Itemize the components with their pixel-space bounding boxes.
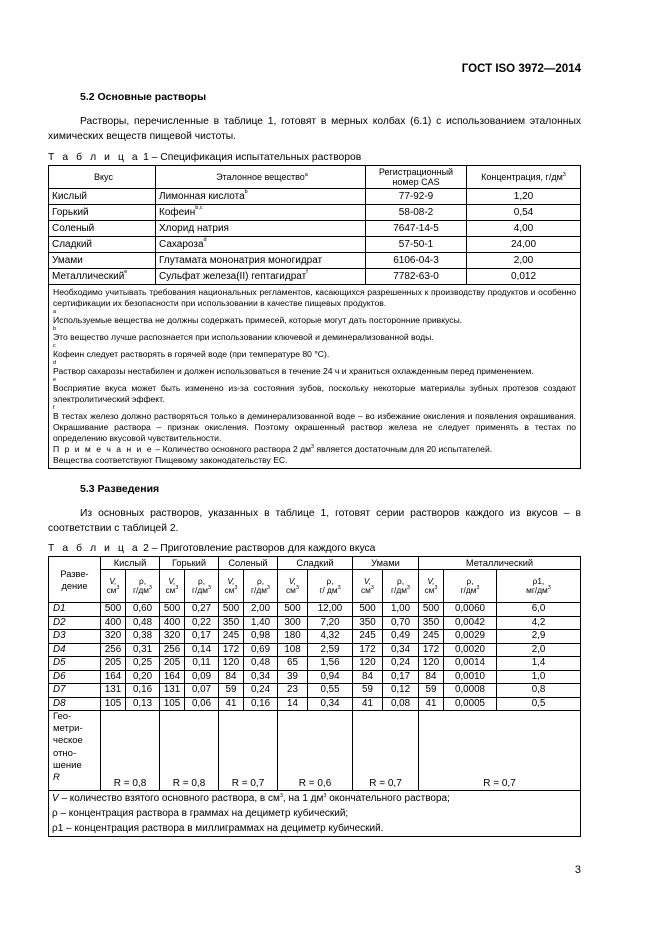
table-cell: 172 — [353, 643, 383, 657]
taste-cell: Сладкий — [49, 237, 156, 253]
primechanie-label: П р и м е ч а н и е — [53, 444, 154, 454]
ratio-cell: R = 0,6 — [278, 711, 353, 791]
table-cell: 7,20 — [308, 616, 353, 630]
table-cell: 172 — [419, 643, 444, 657]
table-cell: 300 — [278, 616, 308, 630]
table-row — [49, 205, 581, 221]
note-d: Раствор сахарозы нестабилен и должен использоваться в течение 24 ч и храниться охлажденным перед применением. — [53, 366, 534, 376]
table1-header-conc-text: Концентрация, г/дм — [481, 172, 563, 182]
table-cell: 164 — [160, 670, 185, 684]
table2-subheader-row — [49, 570, 581, 603]
exponent: 3 — [148, 585, 152, 591]
table1-notes — [49, 285, 581, 469]
table2-geo-row — [49, 711, 581, 791]
table-cell: 500 — [353, 603, 383, 617]
table-cell: 4,32 — [308, 630, 353, 644]
table-cell: 164 — [101, 670, 126, 684]
rho-unit: г/дм — [251, 585, 267, 595]
exponent: 3 — [547, 585, 551, 591]
taste-header: Кислый — [101, 557, 160, 570]
exponent: 3 — [337, 585, 341, 591]
table-cell: 400 — [101, 616, 126, 630]
rho1-unit: мг/дм — [526, 585, 548, 595]
v-symbol: V, — [363, 576, 372, 586]
rho-unit: г/ дм — [319, 585, 338, 595]
table-cell: 41 — [353, 697, 383, 711]
table-cell: 39 — [278, 670, 308, 684]
note-last: Вещества соответствуют Пищевому законодательству ЕС. — [53, 455, 288, 465]
table-cell: 0,55 — [308, 684, 353, 698]
table-cell: 205 — [160, 657, 185, 671]
exponent: 3 — [175, 585, 179, 591]
table-cell: 65 — [278, 657, 308, 671]
table-cell: 0,14 — [185, 643, 219, 657]
substance-cell — [156, 253, 366, 269]
table-row — [49, 657, 581, 671]
table-cell: 0,34 — [383, 643, 419, 657]
geo-label: Гео-метри-ческое отно-шение — [53, 711, 83, 771]
taste-header: Соленый — [219, 557, 278, 570]
rho-symbol: ρ, — [326, 576, 334, 586]
table-cell: 120 — [219, 657, 244, 671]
table-cell: 400 — [160, 616, 185, 630]
conc-cell: 4,00 — [467, 221, 581, 237]
table-cell: 0,16 — [244, 697, 278, 711]
conc-cell: 0,54 — [467, 205, 581, 221]
table-cell: 59 — [219, 684, 244, 698]
table-cell: 1,00 — [383, 603, 419, 617]
footnote-letter-e: e — [53, 377, 57, 383]
dilution-label: D2 — [49, 616, 101, 630]
table2-body — [49, 603, 581, 711]
legend-v-mid: , на 1 дм — [282, 793, 324, 804]
table-cell: 350 — [353, 616, 383, 630]
note-b: Это вещество лучше распознается при использовании ключевой и деминерализованной воды. — [53, 332, 434, 342]
cas-cell: 7647-14-5 — [366, 221, 467, 237]
sub-v — [278, 570, 308, 603]
substance-text: Лимонная кислота — [159, 191, 245, 202]
table1-caption — [48, 152, 361, 163]
v-symbol: V, — [168, 576, 176, 586]
table1-caption-prefix: Т а б л и ц а — [48, 152, 141, 163]
table-cell: 0,49 — [383, 630, 419, 644]
footnote-letter-a: a — [53, 309, 57, 315]
table-cell: 350 — [419, 616, 444, 630]
table-cell: 500 — [278, 603, 308, 617]
table-cell: 84 — [419, 670, 444, 684]
note-f: В тестах железо должно растворяться только в деминерализованной воде – во избежание окисления и появления окрашивания. Окрашивание раствора – признак окисления. Поэтому окрашенный раствор железа не следует применять в тестах по определению вкусовой чувствительности. — [53, 411, 576, 443]
table-cell: 0,22 — [185, 616, 219, 630]
taste-header: Умами — [353, 557, 419, 570]
note-c: Кофеин следует растворять в горячей воде (при температуре 80 °С). — [53, 349, 330, 359]
table-cell: 0,5 — [497, 697, 581, 711]
rho-unit: г/дм — [460, 585, 477, 595]
table-cell: 0,0008 — [444, 684, 497, 698]
note-e: Восприятие вкуса может быть изменено из-за состояния зубов, поскольку некоторые материалы зубных протезов создают электролитический эффект. — [53, 383, 576, 404]
table-cell: 0,17 — [383, 670, 419, 684]
cas-cell: 58-08-2 — [366, 205, 467, 221]
substance-text: Кофеин — [159, 207, 196, 218]
sub-v — [419, 570, 444, 603]
sub-v — [219, 570, 244, 603]
v-symbol: V, — [227, 576, 235, 586]
dilution-label: D3 — [49, 630, 101, 644]
conc-cell: 1,20 — [467, 189, 581, 205]
table-row — [49, 253, 581, 269]
exponent: 3 — [266, 585, 270, 591]
rho1-symbol: ρ1, — [532, 576, 545, 586]
table-cell: 0,20 — [126, 670, 160, 684]
table-cell: 256 — [101, 643, 126, 657]
table-cell: 0,70 — [383, 616, 419, 630]
sub-rho — [185, 570, 219, 603]
v-unit: см — [361, 585, 371, 595]
footnote-letter-c: c — [53, 343, 56, 349]
taste-text: Металлический — [52, 271, 125, 282]
exponent: 3 — [370, 585, 374, 591]
table1-header-row — [49, 166, 581, 189]
table-cell: 2,00 — [244, 603, 278, 617]
sub-rho — [308, 570, 353, 603]
cas-cell: 6106-04-3 — [366, 253, 467, 269]
legend-v-text: – количество взятого основного раствора, в см — [58, 793, 280, 804]
substance-cell — [156, 221, 366, 237]
table-cell: 0,98 — [244, 630, 278, 644]
table-cell: 84 — [219, 670, 244, 684]
table-cell: 0,0029 — [444, 630, 497, 644]
exponent: 3 — [406, 585, 410, 591]
table-cell: 23 — [278, 684, 308, 698]
table-cell: 1,40 — [244, 616, 278, 630]
table2-caption-text: 2 – Приготовление растворов для каждого вкуса — [140, 543, 376, 554]
footnote-mark: e — [124, 269, 128, 275]
geo-r-symbol: R — [53, 772, 60, 784]
ratio-cell: R = 0,7 — [353, 711, 419, 791]
footnote-mark: f — [306, 269, 308, 275]
footnote-mark: b — [244, 189, 248, 195]
table2-header-row — [49, 557, 581, 570]
table-cell: 0,24 — [383, 657, 419, 671]
table-cell: 41 — [219, 697, 244, 711]
table-cell: 0,38 — [126, 630, 160, 644]
v-symbol: V, — [288, 576, 297, 586]
table1-header-substance — [156, 166, 366, 189]
table-cell: 0,8 — [497, 684, 581, 698]
dilution-label: D1 — [49, 603, 101, 617]
substance-cell — [156, 237, 366, 253]
taste-header: Горький — [160, 557, 219, 570]
table-cell: 0,17 — [185, 630, 219, 644]
section-5-3-title: 5.3 Разведения — [80, 483, 160, 495]
table1-notes-row — [49, 285, 581, 469]
table1-header-substance-text: Эталонное вещество — [216, 172, 305, 182]
substance-text: Хлорид натрия — [159, 223, 229, 234]
ratio-cell: R = 0,8 — [160, 711, 219, 791]
table1-caption-text: 1 – Спецификация испытательных растворов — [140, 152, 362, 163]
table-cell: 0,13 — [126, 697, 160, 711]
table-cell: 59 — [353, 684, 383, 698]
table-cell: 0,0010 — [444, 670, 497, 684]
v-unit: см — [165, 585, 176, 595]
table-cell: 0,24 — [244, 684, 278, 698]
table-cell: 256 — [160, 643, 185, 657]
table-cell: 0,48 — [244, 657, 278, 671]
rho-symbol: ρ, — [466, 576, 474, 586]
table1-header-taste: Вкус — [49, 166, 156, 189]
sub-rho — [383, 570, 419, 603]
table-cell: 2,9 — [497, 630, 581, 644]
table-cell: 0,34 — [244, 670, 278, 684]
table-row — [49, 684, 581, 698]
table-cell: 84 — [353, 670, 383, 684]
table-row — [49, 670, 581, 684]
cas-cell: 57-50-1 — [366, 237, 467, 253]
footnote-letter-b: b — [53, 326, 57, 332]
footnote-letter-f: f — [53, 405, 55, 411]
v-unit: см — [106, 585, 117, 595]
note-a: Используемые вещества не должны содержать примесей, которые могут дать посторонние привкусы. — [53, 315, 463, 325]
footnote-letter-d: d — [53, 360, 57, 366]
table-cell: 0,94 — [308, 670, 353, 684]
taste-cell: Кислый — [49, 189, 156, 205]
table-cell: 0,11 — [185, 657, 219, 671]
table-row — [49, 630, 581, 644]
section-5-2-title: 5.2 Основные растворы — [80, 91, 207, 103]
legend-v-symbol: V — [52, 793, 59, 804]
legend-rho1: ρ1 – концентрация раствора в миллиграммах на дециметр кубический. — [52, 823, 384, 834]
table-cell: 0,27 — [185, 603, 219, 617]
table-cell: 131 — [160, 684, 185, 698]
exponent: 3 — [207, 585, 211, 591]
table-cell: 120 — [353, 657, 383, 671]
table-cell: 14 — [278, 697, 308, 711]
sub-rho — [126, 570, 160, 603]
conc-cell: 24,00 — [467, 237, 581, 253]
table-cell: 105 — [101, 697, 126, 711]
cas-cell: 77-92-9 — [366, 189, 467, 205]
dilution-label: D5 — [49, 657, 101, 671]
table2-legend-row — [49, 791, 581, 837]
table-cell: 245 — [219, 630, 244, 644]
table-cell: 2,59 — [308, 643, 353, 657]
table-cell: 180 — [278, 630, 308, 644]
taste-header: Сладкий — [278, 557, 353, 570]
taste-cell: Горький — [49, 205, 156, 221]
rho-unit: г/дм — [133, 585, 149, 595]
table-cell: 12,00 — [308, 603, 353, 617]
v-unit: см — [286, 585, 296, 595]
section-5-2-text: Растворы, перечисленные в таблице 1, готовят в мерных колбах (6.1) с использованием эталонных химических веществ пищевой чистоты. — [48, 116, 581, 142]
rho-symbol: ρ, — [396, 576, 405, 586]
table-row — [49, 221, 581, 237]
substance-text: Сахароза — [159, 239, 204, 250]
table-cell: 131 — [101, 684, 126, 698]
table-cell: 0,07 — [185, 684, 219, 698]
v-symbol: V, — [109, 576, 117, 586]
table-cell: 0,31 — [126, 643, 160, 657]
table-cell: 0,25 — [126, 657, 160, 671]
table-cell: 108 — [278, 643, 308, 657]
exponent: 3 — [311, 444, 315, 450]
document-id: ГОСТ ISO 3972—2014 — [461, 63, 581, 75]
rho-symbol: ρ, — [197, 576, 206, 586]
exponent: 3 — [562, 172, 566, 178]
table-cell: 0,0060 — [444, 603, 497, 617]
sub-v — [101, 570, 126, 603]
table-row — [49, 189, 581, 205]
table-cell: 205 — [101, 657, 126, 671]
table-cell: 0,0014 — [444, 657, 497, 671]
rho-unit: г/дм — [192, 585, 208, 595]
substance-text: Сульфат железа(II) гептагидрат — [159, 271, 307, 282]
table-cell: 0,0005 — [444, 697, 497, 711]
dilution-label: D6 — [49, 670, 101, 684]
sub-rho1 — [497, 570, 581, 603]
substance-cell — [156, 269, 366, 285]
note-primechanie — [53, 444, 576, 455]
exponent: 3 — [295, 585, 299, 591]
exponent: 3 — [434, 585, 438, 591]
exponent: 3 — [279, 793, 283, 799]
table-cell: 105 — [160, 697, 185, 711]
dilution-label: D4 — [49, 643, 101, 657]
table-cell: 6,0 — [497, 603, 581, 617]
table2-caption — [48, 543, 375, 554]
footnote-mark: a — [304, 172, 308, 178]
table-cell: 0,34 — [308, 697, 353, 711]
table-row — [49, 643, 581, 657]
table-row — [49, 237, 581, 253]
table-cell: 320 — [160, 630, 185, 644]
table-cell: 172 — [219, 643, 244, 657]
taste-cell — [49, 269, 156, 285]
table-cell: 0,69 — [244, 643, 278, 657]
exponent: 3 — [234, 585, 238, 591]
v-unit: см — [224, 585, 235, 595]
table1-header-cas: Регистрационный номер CAS — [366, 166, 467, 189]
substance-cell — [156, 189, 366, 205]
table-cell: 120 — [419, 657, 444, 671]
ratio-cell: R = 0,8 — [101, 711, 160, 791]
table-cell: 0,08 — [383, 697, 419, 711]
table-cell: 0,0020 — [444, 643, 497, 657]
table1-header-conc — [467, 166, 581, 189]
table-row — [49, 616, 581, 630]
table-cell: 59 — [419, 684, 444, 698]
table-cell: 0,16 — [126, 684, 160, 698]
taste-header: Металлический — [419, 557, 581, 570]
table-cell: 2,0 — [497, 643, 581, 657]
table-cell: 245 — [419, 630, 444, 644]
section-5-3-text: Из основных растворов, указанных в таблице 1, готовят серии растворов каждого из вкусов – в соответствии с таблицей 2. — [48, 508, 581, 534]
substance-cell — [156, 205, 366, 221]
table-cell: 1,56 — [308, 657, 353, 671]
legend-rho: ρ – концентрация раствора в граммах на дециметр кубический; — [52, 808, 349, 819]
primechanie-tail: является достаточным для 20 испытателей. — [314, 444, 493, 454]
sub-v — [353, 570, 383, 603]
table-cell: 500 — [419, 603, 444, 617]
rho-symbol: ρ, — [256, 576, 265, 586]
ratio-cell: R = 0,7 — [219, 711, 278, 791]
substance-text: Глутамата мононатрия моногидрат — [159, 255, 323, 266]
table-cell: 500 — [101, 603, 126, 617]
sub-rho — [444, 570, 497, 603]
table-cell: 0,09 — [185, 670, 219, 684]
dilution-label: D8 — [49, 697, 101, 711]
conc-cell: 2,00 — [467, 253, 581, 269]
table-row — [49, 269, 581, 285]
table-cell: 1,0 — [497, 670, 581, 684]
ratio-cell: R = 0,7 — [419, 711, 581, 791]
table2-caption-prefix: Т а б л и ц а — [48, 543, 141, 554]
table2-corner: Разве-дение — [49, 557, 101, 603]
table-row — [49, 603, 581, 617]
table-cell: 0,60 — [126, 603, 160, 617]
note-intro: Необходимо учитывать требования национальных регламентов, касающихся разрешенных к производству продуктов и особенно сертификации их безопасности при использовании в качестве пищевых продуктов. — [53, 287, 576, 308]
table-cell: 245 — [353, 630, 383, 644]
legend-v-end: окончательного раствора; — [326, 793, 450, 804]
exponent: 3 — [476, 585, 480, 591]
taste-cell: Умами — [49, 253, 156, 269]
table-cell: 350 — [219, 616, 244, 630]
table-cell: 0,48 — [126, 616, 160, 630]
table2-legend — [49, 791, 581, 837]
conc-cell: 0,012 — [467, 269, 581, 285]
exponent: 3 — [323, 793, 327, 799]
footnote-mark: b,c — [195, 205, 203, 211]
table-cell: 4,2 — [497, 616, 581, 630]
cas-cell: 7782-63-0 — [366, 269, 467, 285]
sub-rho — [244, 570, 278, 603]
table-cell: 500 — [219, 603, 244, 617]
rho-symbol: ρ, — [138, 576, 147, 586]
geo-label-cell — [49, 711, 101, 791]
footnote-mark: d — [203, 237, 207, 243]
table2-dilutions — [48, 556, 581, 837]
table-cell: 0,06 — [185, 697, 219, 711]
rho-unit: г/дм — [391, 585, 407, 595]
table-row — [49, 697, 581, 711]
v-unit: см — [424, 585, 435, 595]
table-cell: 0,0042 — [444, 616, 497, 630]
dilution-label: D7 — [49, 684, 101, 698]
taste-cell: Соленый — [49, 221, 156, 237]
table1-specification — [48, 165, 581, 469]
table-cell: 0,12 — [383, 684, 419, 698]
sub-v — [160, 570, 185, 603]
table-cell: 41 — [419, 697, 444, 711]
primechanie-text: – Количество основного раствора 2 дм — [153, 444, 311, 454]
v-symbol: V, — [427, 576, 435, 586]
table-cell: 1,4 — [497, 657, 581, 671]
legend-v — [52, 791, 580, 806]
exponent: 3 — [116, 585, 120, 591]
page-number: 3 — [574, 864, 581, 876]
table-cell: 500 — [160, 603, 185, 617]
table-cell: 320 — [101, 630, 126, 644]
